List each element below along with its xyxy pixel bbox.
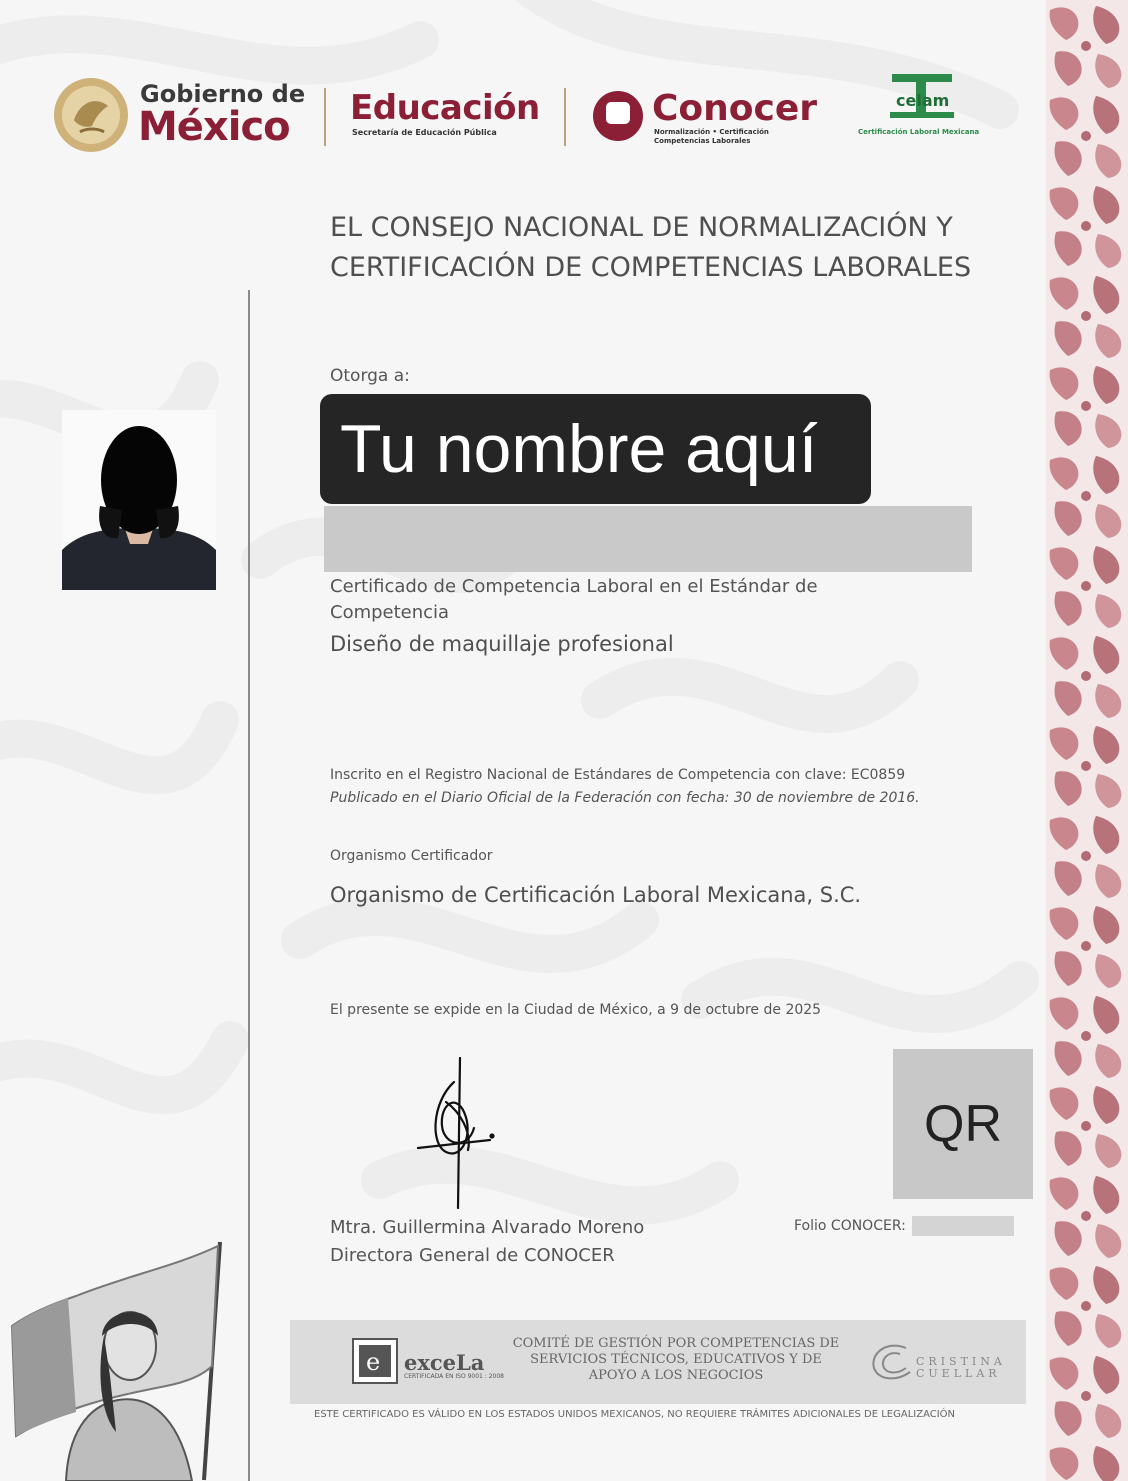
recipient-name-box bbox=[320, 394, 871, 504]
conocer-logo-icon bbox=[592, 90, 644, 142]
excela-logo-icon bbox=[352, 1338, 398, 1384]
floral-pattern-icon bbox=[1046, 0, 1128, 1481]
person-silhouette-icon bbox=[62, 410, 216, 590]
conocer-title: Conocer bbox=[652, 88, 818, 129]
registry-info bbox=[330, 764, 920, 810]
recipient-name: Tu nombre aquí bbox=[340, 411, 818, 487]
certificate-heading: EL CONSEJO NACIONAL DE NORMALIZACIÓN Y CERTIFICACIÓN DE COMPETENCIAS LABORALES bbox=[330, 212, 972, 283]
svg-text:e: e bbox=[366, 1348, 381, 1376]
escudo-nacional-icon bbox=[52, 76, 130, 154]
certificate-type-label: Certificado de Competencia Laboral en el Estándar de Competencia bbox=[330, 576, 818, 623]
standard-name: Diseño de maquillaje profesional bbox=[330, 632, 674, 656]
folio-label: Folio CONOCER: bbox=[794, 1218, 906, 1234]
educacion-title: Educación bbox=[350, 88, 540, 128]
organismo-name: Organismo de Certificación Laboral Mexicana, S.C. bbox=[330, 883, 862, 907]
comite-text: COMITÉ DE GESTIÓN POR COMPETENCIAS DE SERVICIOS TÉCNICOS, EDUCATIVOS Y DE APOYO A LOS NEGOCIOS bbox=[512, 1336, 840, 1383]
gobierno-line2: México bbox=[138, 104, 290, 150]
svg-text:celam: celam bbox=[896, 91, 950, 110]
qr-code-placeholder bbox=[893, 1049, 1033, 1199]
vertical-divider bbox=[248, 290, 250, 1481]
validity-statement: ESTE CERTIFICADO ES VÁLIDO EN LOS ESTADOS UNIDOS MEXICANOS, NO REQUIERE TRÁMITES ADICIONALES DE LEGALIZACIÓN bbox=[314, 1409, 956, 1420]
cristina-cuellar-text: CRISTINA CUELLAR bbox=[916, 1355, 1006, 1380]
gobierno-line1: Gobierno de bbox=[140, 80, 306, 108]
recipient-photo bbox=[62, 410, 216, 590]
header-separator bbox=[564, 88, 566, 146]
educacion-subtitle: Secretaría de Educación Pública bbox=[352, 128, 497, 137]
conocer-subtitle: Normalización • Certificación Competencias Laborales bbox=[654, 128, 769, 145]
publication-line bbox=[330, 787, 920, 810]
celam-subtitle: Certificación Laboral Mexicana bbox=[858, 128, 980, 136]
issue-statement: El presente se expide en la Ciudad de México, a 9 de octubre de 2025 bbox=[330, 1002, 822, 1018]
otorga-label: Otorga a: bbox=[330, 366, 410, 386]
organismo-label: Organismo Certificador bbox=[330, 848, 493, 864]
folio-redacted bbox=[912, 1216, 1014, 1236]
excela-name: exceLa bbox=[404, 1350, 485, 1375]
cristina-cuellar-logo-icon bbox=[866, 1340, 916, 1384]
signer-block bbox=[330, 1214, 644, 1270]
signer-title: Directora General de CONOCER bbox=[330, 1245, 615, 1266]
registry-line: Inscrito en el Registro Nacional de Estándares de Competencia con clave: EC0859 bbox=[330, 767, 906, 783]
celam-logo-icon bbox=[886, 72, 958, 124]
decorative-border bbox=[1046, 0, 1128, 1481]
excela-subtitle: CERTIFICADA EN ISO 9001 : 2008 bbox=[404, 1373, 504, 1380]
redacted-area bbox=[324, 506, 972, 572]
signer-name: Mtra. Guillermina Alvarado Moreno bbox=[330, 1217, 645, 1238]
signature bbox=[410, 1052, 510, 1212]
flag-woman-illustration bbox=[6, 1236, 234, 1481]
publication-text: Publicado en el Diario Oficial de la Federación con fecha: 30 de noviembre de 2016. bbox=[330, 790, 920, 806]
qr-label: QR bbox=[924, 1095, 1002, 1153]
header-separator bbox=[324, 88, 326, 146]
